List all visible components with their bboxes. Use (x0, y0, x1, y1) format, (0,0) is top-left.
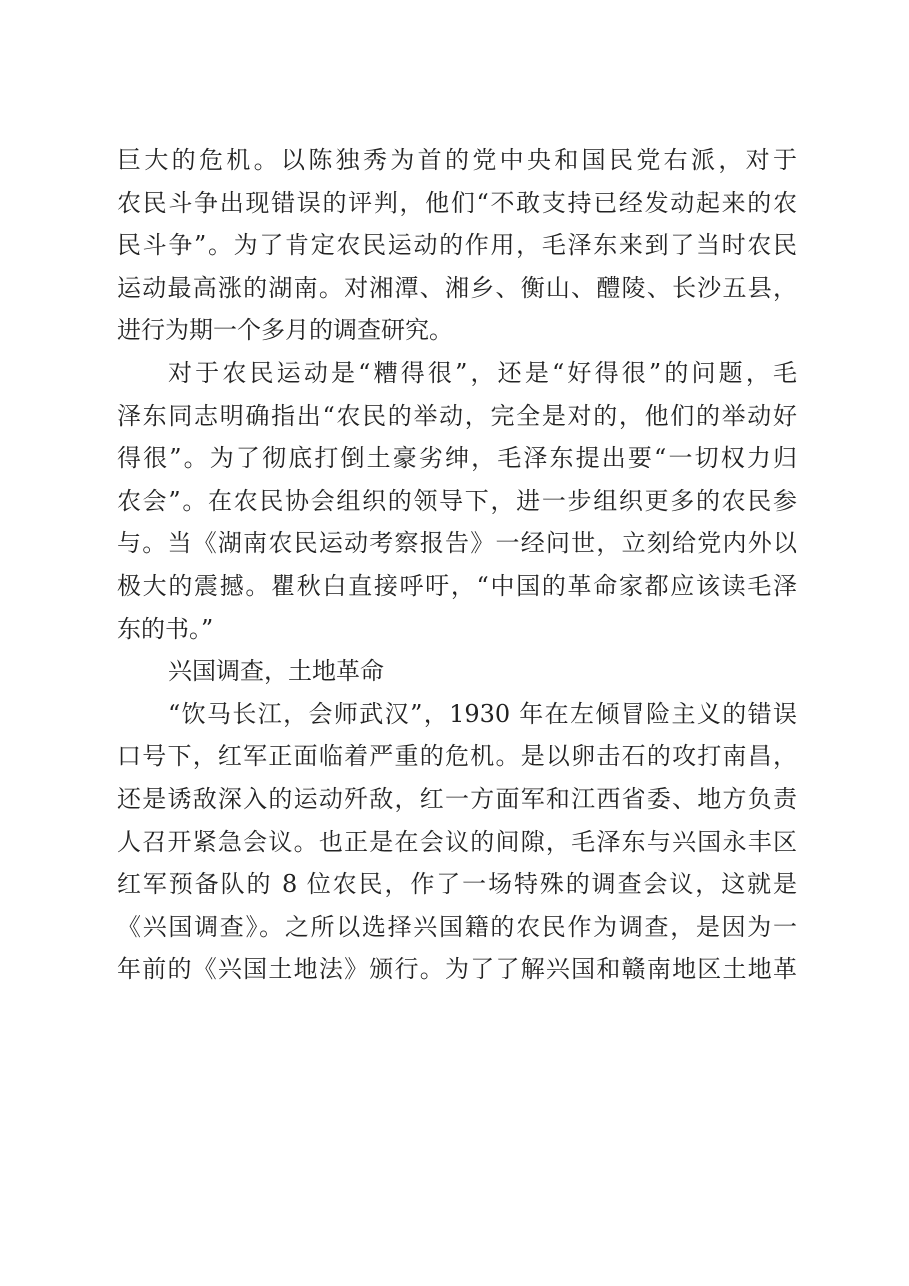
text-line: 极大的震撼。瞿秋白直接呼吁，“中国的革命家都应该读毛泽 (117, 571, 797, 600)
text-line: 东的书。” (117, 614, 214, 643)
text-line: 农会”。在农民协会组织的领导下，进一步组织更多的农民参 (117, 486, 797, 515)
text-line: 人召开紧急会议。也正是在会议的间隙，毛泽东与兴国永丰区 (117, 827, 797, 856)
text-line: 口号下，红军正面临着严重的危机。是以卵击石的攻打南昌， (117, 742, 797, 771)
text-line: 得很”。为了彻底打倒土豪劣绅，毛泽东提出要“一切权力归 (117, 444, 797, 473)
text-line: 与。当《湖南农民运动考察报告》一经问世，立刻给党内外以 (117, 529, 797, 558)
text-line: 民斗争”。为了肯定农民运动的作用，毛泽东来到了当时农民 (117, 231, 797, 260)
text-line: 泽东同志明确指出“农民的举动，完全是对的，他们的举动好 (117, 401, 797, 430)
section-heading: 兴国调查，土地革命 (168, 657, 384, 686)
text-line: 红军预备队的 8 位农民，作了一场特殊的调查会议，这就是 (117, 870, 797, 899)
text-line: 运动最高涨的湖南。对湘潭、湘乡、衡山、醴陵、长沙五县， (117, 273, 797, 302)
paragraph-first-line: 对于农民运动是“糟得很”，还是“好得很”的问题，毛 (168, 358, 797, 387)
text-line: 还是诱敌深入的运动歼敌，红一方面军和江西省委、地方负责 (117, 784, 797, 813)
text-line: 进行为期一个多月的调查研究。 (117, 316, 453, 345)
text-line: 年前的《兴国土地法》颁行。为了了解兴国和赣南地区土地革 (117, 955, 797, 984)
text-line: 《兴国调查》。之所以选择兴国籍的农民作为调查，是因为一 (117, 912, 797, 941)
text-line: 农民斗争出现错误的评判，他们“不敢支持已经发动起来的农 (117, 188, 797, 217)
document-body (117, 139, 797, 991)
paragraph-first-line: “饮马长江，会师武汉”，1930 年在左倾冒险主义的错误 (168, 699, 797, 728)
text-line: 巨大的危机。以陈独秀为首的党中央和国民党右派，对于 (117, 146, 797, 174)
